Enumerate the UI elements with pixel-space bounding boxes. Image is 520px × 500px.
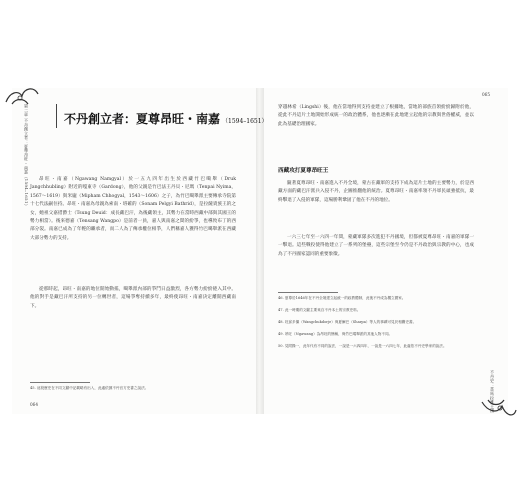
footnote — [278, 296, 474, 302]
footnote — [278, 308, 474, 314]
chapter-title-years: （1594–1651） — [222, 118, 268, 125]
chapter-title-text: 不丹創立者：夏尊昂旺・南嘉 — [64, 112, 221, 126]
footnote-number: 45. — [30, 386, 36, 390]
section-heading: 西藏攻打夏尊昂旺王 — [278, 168, 329, 174]
page-number: 064 — [30, 402, 38, 407]
body-paragraph: 昂旺・南嘉（Ngawang Namgyal）於一五九四年出生於西藏竹巴噶舉（Druk Jangchhubling）附近的嘎東寺（Gardong），他的父親是竹巴法王丹貝・尼瑪（Tenpai Nyima，1567～1619）與米龐（Mipham Chhogyal，1543～1606）之子，為竹巴噶舉派主要傳承寺院第十七代法嗣住持。昂旺・南嘉為母親為索南・班確的（Sonam Pelgyi Bathrid），是拉薩貴族王的之女，她祖父嘉措爵士（Tsung Deuid：成長藏巴汗，為後藏領主，其勢力在當時西藏中部與其國王的勢力相當）。後來德嘉（Tensang Wangpo）是前者一員，嘉人與南嘉之間的紛爭，也導致布丁的西部分裂。南嘉已成為了年輕的繼承者，而二人為了傳承權位相爭，人們稱嘉人獲得竹巴噶舉派在西藏大部分勢力的支持。 — [30, 177, 236, 241]
footnote-text: 此一時期的文獻主要來自不丹本土的宗教史料。 — [284, 308, 361, 312]
chapter-running-head: 第二章 不丹創立者：夏尊昂旺・南嘉（1594–1651） — [24, 104, 29, 209]
footnote — [278, 344, 474, 350]
book-gutter — [256, 88, 264, 414]
footnote-number: 47. — [278, 308, 284, 312]
footnote-text: 旺邱多傑（Wangchukdorje）與夏爾巴（Sharpa）等人的事蹟可見於相關史書。 — [284, 320, 417, 324]
page-number: 065 — [482, 92, 490, 97]
book-running-head: 不丹史：喜馬拉雅王國 — [490, 370, 495, 413]
footnote — [278, 320, 474, 326]
body-paragraph: 一六三七年至一六四一年間，蒙藏軍隊多次進犯不丹國境，但都被夏尊昂旺・南嘉的軍隊一一擊退。這些戰役使得他建立了一系列的堡壘，這些宗堡至今仍是不丹政治與宗教的中心，也成為了不丹國家認同的重要象徵。 — [278, 235, 474, 257]
footnote-rule — [30, 382, 90, 383]
footnote-rule — [278, 292, 338, 293]
footnote-text: 這段歷史在不同文獻中記載略有出入，此處依據不丹官方史書之說法。 — [36, 386, 149, 390]
chapter-title — [64, 110, 268, 127]
footnote-text: 昂旺（Ngawang）為昂旺的簡稱，與竹巴噶舉派的其他人物不同。 — [284, 332, 393, 336]
body-paragraph: 從那時起，昂旺・南嘉的地位開始動搖，噶舉派內部的爭鬥日益激烈，各方勢力紛紛捲入其中。他的對手是藏巴汗所支持的另一位轉世者，這場爭奪持續多年，最終使昂旺・南嘉決定離開西藏南下。 — [30, 287, 236, 309]
footnote-number: 48. — [278, 320, 284, 324]
body-paragraph: 穿越林希（Lingshi）後，他在當地得到支持並建立了根據地，當地的部族首領紛紛歸附於他，從此不丹這片土地開始形成統一的政治體系，他也逐漸在此地建立起他的宗教與世俗權威，並以此為基礎治理國家。 — [278, 105, 474, 127]
footnote — [30, 386, 236, 392]
footnote-number: 49. — [278, 332, 284, 336]
footnote-text: 夏尊於1646年在不丹全境建立起統一的政教體制，此後不丹成為獨立國家。 — [284, 296, 406, 300]
title-rule — [56, 104, 57, 128]
footnote-number: 50. — [278, 344, 284, 348]
body-paragraph: 隨著夏尊昂旺・南嘉進入不丹全境，蒙古在藏軍的支持下成為這片土地的主要勢力，於是西藏方面的藏巴汗派兵入侵不丹，企圖推翻他的統治。夏尊昂旺・南嘉率領不丹軍民頑強抵抗，最終擊退了入侵的軍隊，這場勝利鞏固了他在不丹的地位。 — [278, 181, 474, 203]
footnote-number: 46. — [278, 296, 284, 300]
footnote-text: 見附錄一，此年代有不同的說法，一說是一六四四年，一說是一六四七年，此處依不丹史學家的說法。 — [284, 344, 447, 348]
footnote — [278, 332, 474, 338]
cloud-ornament-icon — [478, 396, 518, 426]
cloud-ornament-icon — [4, 82, 42, 108]
left-page — [12, 88, 256, 414]
